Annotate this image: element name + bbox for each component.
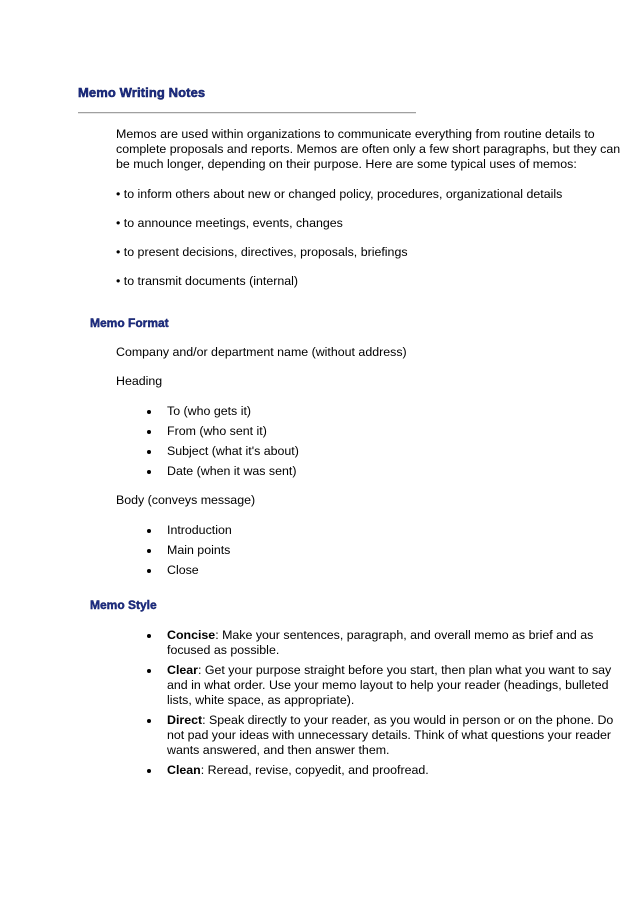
body-label: Body (conveys message) [116, 493, 256, 507]
title-divider [78, 112, 416, 114]
style-text: : Get your purpose straight before you start, then plan what you want to say and in what order. Use your memo layout to help your reader (headings, bulleted lists, white space, as appropriate). [167, 663, 612, 707]
use-item: • to inform others about new or changed policy, procedures, organizational details [116, 187, 563, 201]
list-item-text: Close [167, 563, 199, 577]
memo-style-heading: Memo Style [90, 598, 157, 612]
bullet-icon [147, 634, 151, 638]
bullet-icon [147, 470, 151, 474]
bullet-icon [147, 719, 151, 723]
bullet-icon [147, 430, 151, 434]
style-text: : Reread, revise, copyedit, and proofread. [200, 763, 429, 777]
style-text: : Make your sentences, paragraph, and overall memo as brief and as focused as possible. [167, 628, 594, 657]
style-text: : Speak directly to your reader, as you would in person or on the phone. Do not pad your ideas with unnecessary details. Think of what questions your reader wants answered, and then answer them. [167, 713, 614, 757]
page-title: Memo Writing Notes [78, 85, 206, 100]
style-item [167, 628, 632, 658]
bullet-icon [147, 450, 151, 454]
bullet-icon [147, 549, 151, 553]
bullet-icon [147, 529, 151, 533]
company-line: Company and/or department name (without address) [116, 345, 407, 359]
body-items-list [167, 523, 232, 583]
list-item-text: Introduction [167, 523, 232, 537]
list-item-text: Date (when it was sent) [167, 464, 297, 478]
style-term: Clean [167, 763, 201, 777]
use-item: • to announce meetings, events, changes [116, 216, 343, 230]
list-item-text: Subject (what it's about) [167, 444, 299, 458]
heading-items-list [167, 404, 299, 484]
intro-section [116, 127, 636, 303]
list-item-text: To (who gets it) [167, 404, 252, 418]
list-item [167, 464, 299, 484]
style-term: Clear [167, 663, 198, 677]
use-item: • to transmit documents (internal) [116, 274, 299, 288]
list-item-text: Main points [167, 543, 231, 557]
memo-format-heading: Memo Format [90, 316, 169, 330]
list-item [167, 543, 232, 563]
list-item [167, 523, 232, 543]
use-item: • to present decisions, directives, proposals, briefings [116, 245, 408, 259]
style-item [167, 763, 632, 778]
style-item [167, 663, 632, 708]
bullet-icon [147, 769, 151, 773]
style-item [167, 713, 632, 758]
list-item [167, 444, 299, 464]
list-item [167, 563, 232, 583]
style-term: Concise [167, 628, 216, 642]
list-item [167, 404, 299, 424]
style-term: Direct [167, 713, 203, 727]
list-item [167, 424, 299, 444]
style-items-list [167, 628, 632, 783]
intro-paragraph: Memos are used within organizations to communicate everything from routine details to complete proposals and reports. Memos are often only a few short paragraphs, but they can be much longer, depending on their purpose. Here are some typical uses of memos: [116, 127, 621, 171]
list-item-text: From (who sent it) [167, 424, 267, 438]
bullet-icon [147, 410, 151, 414]
heading-label: Heading [116, 374, 163, 388]
bullet-icon [147, 569, 151, 573]
bullet-icon [147, 669, 151, 673]
